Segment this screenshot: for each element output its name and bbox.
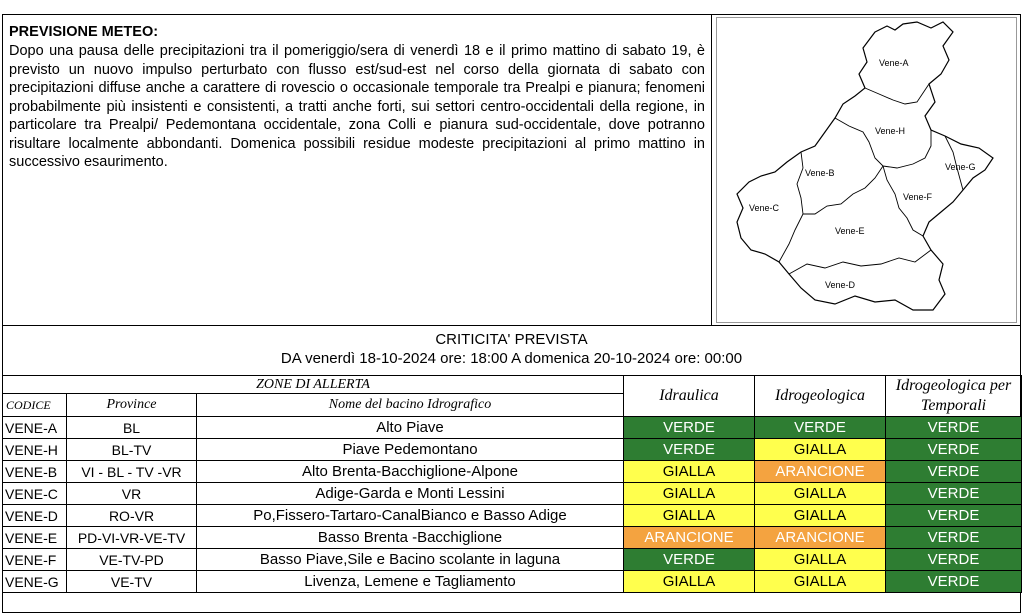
col-header-temporali: Idrogeologica per Temporali <box>886 376 1022 417</box>
idrogeologica-level: GIALLA <box>755 549 886 571</box>
zone-code: VENE-D <box>3 505 67 527</box>
criticita-title: CRITICITA' PREVISTA <box>435 331 588 348</box>
zone-basin-name: Alto Brenta-Bacchiglione-Alpone <box>197 461 624 483</box>
col-header-province: Province <box>67 394 197 417</box>
temporali-level: VERDE <box>886 417 1022 439</box>
forecast-section <box>3 15 711 324</box>
map-label-vene-d: Vene-D <box>825 280 856 290</box>
zone-basin-name: Alto Piave <box>197 417 624 439</box>
idrogeologica-level: GIALLA <box>755 571 886 593</box>
zone-code: VENE-A <box>3 417 67 439</box>
table-row <box>3 505 1022 527</box>
zone-province: VE-TV <box>67 571 197 593</box>
zone-province: PD-VI-VR-VE-TV <box>67 527 197 549</box>
map-label-vene-g: Vene-G <box>945 162 976 172</box>
zone-basin-name: Po,Fissero-Tartaro-CanalBianco e Basso Adige <box>197 505 624 527</box>
col-header-idraulica: Idraulica <box>624 376 755 417</box>
col-header-bacino: Nome del bacino Idrografico <box>197 394 624 417</box>
temporali-level: VERDE <box>886 571 1022 593</box>
divider <box>711 15 712 325</box>
idrogeologica-level: GIALLA <box>755 439 886 461</box>
idraulica-level: ARANCIONE <box>624 527 755 549</box>
alert-table <box>2 375 1022 593</box>
idrogeologica-level: ARANCIONE <box>755 527 886 549</box>
zone-basin-name: Piave Pedemontano <box>197 439 624 461</box>
idrogeologica-level: VERDE <box>755 417 886 439</box>
idraulica-level: GIALLA <box>624 571 755 593</box>
map-label-vene-c: Vene-C <box>749 203 780 213</box>
map-drawing <box>717 18 1016 322</box>
table-row <box>3 549 1022 571</box>
temporali-level: VERDE <box>886 505 1022 527</box>
forecast-text: Dopo una pausa delle precipitazioni tra il pomeriggio/sera di venerdì 18 e il primo mattino di sabato 19, è previsto un nuovo impulso perturbato con flusso est/sud-est nel corso della giornata di sabato con precipitazioni diffuse anche a carattere di rovescio o occasionale temporale tra Prealpi e pianura; fenomeni probabilmente più insistenti e consistenti, a tratti anche forti, sui settori centro-occidentali della regione, in particolare tra Prealpi/ Pedemontana occidentale, zona Colli e pianura sud-occidentale, dove potranno risultare localmente abbondanti. Domenica possibili residue modeste precipitazioni al primo mattino in successivo esaurimento. <box>9 43 705 170</box>
veneto-zone-map <box>716 17 1017 323</box>
zone-code: VENE-F <box>3 549 67 571</box>
zone-basin-name: Adige-Garda e Monti Lessini <box>197 483 624 505</box>
col-header-codice: CODICE <box>3 394 67 417</box>
alert-rows <box>3 417 1022 593</box>
idraulica-level: GIALLA <box>624 483 755 505</box>
map-label-vene-e: Vene-E <box>835 226 865 236</box>
criticita-header <box>3 327 1020 368</box>
zone-code: VENE-C <box>3 483 67 505</box>
table-row <box>3 461 1022 483</box>
zone-basin-name: Livenza, Lemene e Tagliamento <box>197 571 624 593</box>
temporali-level: VERDE <box>886 527 1022 549</box>
table-row <box>3 439 1022 461</box>
zone-code: VENE-G <box>3 571 67 593</box>
zone-province: RO-VR <box>67 505 197 527</box>
map-label-vene-a: Vene-A <box>879 58 909 68</box>
zone-basin-name: Basso Piave,Sile e Bacino scolante in laguna <box>197 549 624 571</box>
map-label-vene-f: Vene-F <box>903 192 933 202</box>
zone-header: ZONE DI ALLERTA <box>3 376 624 394</box>
zone-province: BL-TV <box>67 439 197 461</box>
temporali-level: VERDE <box>886 483 1022 505</box>
map-label-vene-b: Vene-B <box>805 168 835 178</box>
idraulica-level: GIALLA <box>624 461 755 483</box>
zone-province: VI - BL - TV -VR <box>67 461 197 483</box>
criticita-period: DA venerdì 18-10-2024 ore: 18:00 A domenica 20-10-2024 ore: 00:00 <box>280 350 743 367</box>
idrogeologica-level: ARANCIONE <box>755 461 886 483</box>
map-label-vene-h: Vene-H <box>875 126 906 136</box>
idraulica-level: VERDE <box>624 417 755 439</box>
temporali-level: VERDE <box>886 439 1022 461</box>
temporali-level: VERDE <box>886 461 1022 483</box>
idraulica-level: VERDE <box>624 439 755 461</box>
col-header-idrogeologica: Idrogeologica <box>755 376 886 417</box>
section-divider <box>2 325 1021 326</box>
idraulica-level: GIALLA <box>624 505 755 527</box>
idrogeologica-level: GIALLA <box>755 483 886 505</box>
zone-province: BL <box>67 417 197 439</box>
temporali-level: VERDE <box>886 549 1022 571</box>
zone-code: VENE-H <box>3 439 67 461</box>
zone-code: VENE-E <box>3 527 67 549</box>
forecast-title: PREVISIONE METEO: <box>9 24 159 40</box>
idraulica-level: VERDE <box>624 549 755 571</box>
idrogeologica-level: GIALLA <box>755 505 886 527</box>
zone-province: VR <box>67 483 197 505</box>
table-row <box>3 483 1022 505</box>
zone-basin-name: Basso Brenta -Bacchiglione <box>197 527 624 549</box>
table-row <box>3 571 1022 593</box>
zone-province: VE-TV-PD <box>67 549 197 571</box>
zone-code: VENE-B <box>3 461 67 483</box>
table-row <box>3 417 1022 439</box>
table-row <box>3 527 1022 549</box>
